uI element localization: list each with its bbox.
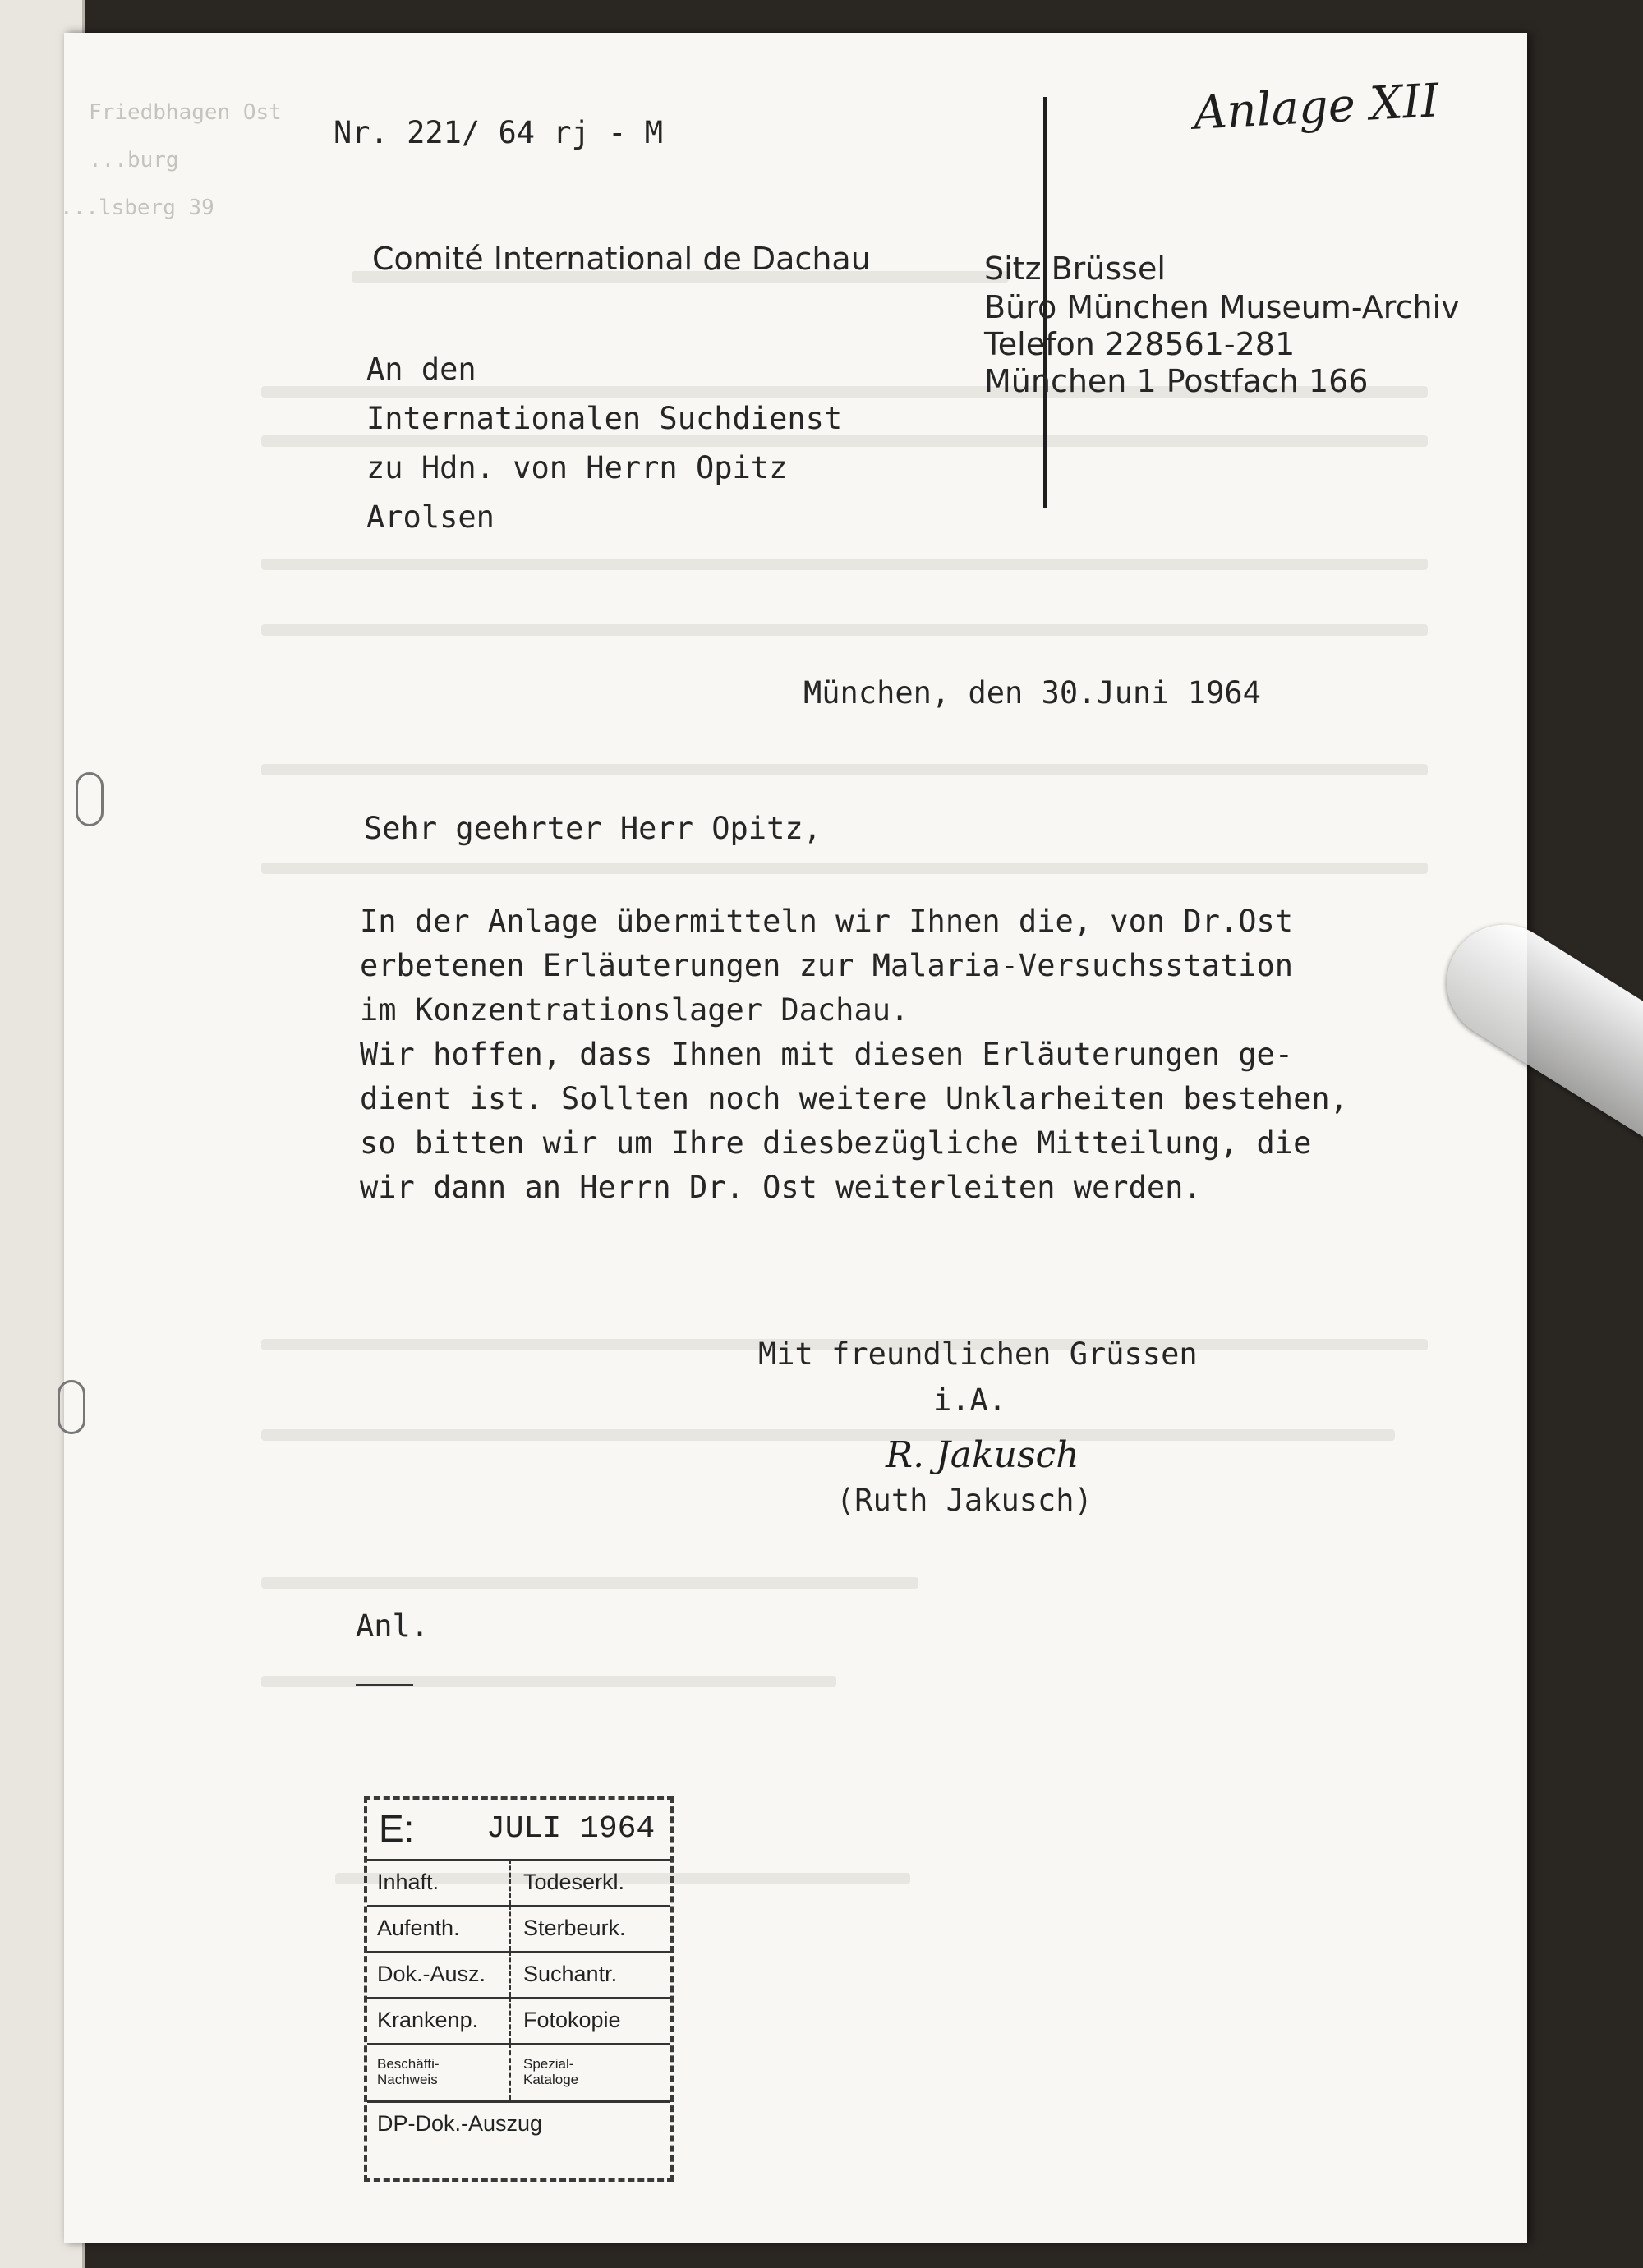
stamp-cell: Todeserkl. [523,1869,625,1894]
ghost-line [261,559,1428,570]
stamp-row [367,1905,670,1953]
stamp-row [367,1951,670,1999]
ghost-line [261,1577,918,1589]
salutation: Sehr geehrter Herr Opitz, [364,811,822,846]
stamp-cell: Dok.-Ausz. [367,1951,511,1997]
body-line: dient ist. Sollten noch weitere Unklarheiten bestehen, [360,1081,1348,1116]
ghost-sender-line-3: ...lsberg 39 [60,196,214,220]
body-line: In der Anlage übermitteln wir Ihnen die, von Dr.Ost [360,904,1294,939]
ghost-sender-line-2: ...burg [89,148,179,173]
ghost-line [261,863,1428,874]
body-line: Wir hoffen, dass Ihnen mit diesen Erläuterungen ge- [360,1037,1294,1072]
stamp-cell: DP-Dok.-Auszug [377,2110,543,2136]
stamp-cell: Krankenp. [367,1997,511,2043]
punch-hole-mark [58,1380,85,1434]
stamp-cell: Suchantr. [523,1961,618,1986]
stamp-header [367,1800,670,1861]
signer-name: (Ruth Jakusch) [836,1483,1093,1518]
ghost-line [261,1676,836,1687]
recipient-line-3: zu Hdn. von Herrn Opitz [366,450,788,485]
address-line: München 1 Postfach 166 [984,363,1369,399]
stamp-cell: Beschäfti- Nachweis [367,2043,511,2100]
ghost-line [261,764,1428,775]
recipient-line-4: Arolsen [366,499,495,535]
recipient-line-1: An den [366,352,476,387]
stamp-cell: Inhaft. [367,1859,511,1905]
stamp-e-label: E: [379,1807,415,1850]
stamp-row [367,1997,670,2045]
stamp-date: JULI 1964 [486,1811,656,1847]
handwritten-annotation: Anlage XII [1192,74,1441,140]
stamp-cell: Aufenth. [367,1905,511,1951]
seat-line: Sitz Brüssel [984,251,1166,287]
recipient-line-2: Internationalen Suchdienst [366,401,843,436]
body-line: so bitten wir um Ihre diesbezügliche Mitteilung, die [360,1125,1312,1161]
stamp-row [367,2043,670,2103]
stamp-cell: Fotokopie [523,2007,621,2032]
organization-name: Comité International de Dachau [372,241,871,277]
dateline: München, den 30.Juni 1964 [803,675,1261,711]
stamp-row [367,2100,670,2146]
punch-hole-mark [76,772,104,826]
body-line: im Konzentrationslager Dachau. [360,992,909,1028]
enclosure-underline [356,1684,413,1686]
closing-greeting: Mit freundlichen Grüssen [758,1336,1198,1372]
ghost-sender-line-1: Friedbhagen Ost [89,100,282,125]
receipt-stamp [364,1796,674,2182]
ghost-line [261,624,1428,636]
stamp-cell: Spezial- Kataloge [523,2056,579,2087]
enclosure-label: Anl. [356,1608,430,1644]
stamp-cell: Sterbeurk. [523,1915,626,1940]
signature: R. Jakusch [886,1434,1079,1476]
stamp-row [367,1859,670,1907]
closing-ia: i.A. [933,1382,1007,1418]
body-line: wir dann an Herrn Dr. Ost weiterleiten werden. [360,1170,1202,1205]
reference-number: Nr. 221/ 64 rj - M [334,115,663,150]
office-line: Büro München Museum-Archiv [984,289,1460,325]
phone-line: Telefon 228561-281 [984,326,1296,362]
letter-page [60,33,1527,2243]
ghost-line [261,1429,1395,1441]
ghost-line [261,435,1428,447]
body-line: erbetenen Erläuterungen zur Malaria-Versuchsstation [360,948,1294,983]
